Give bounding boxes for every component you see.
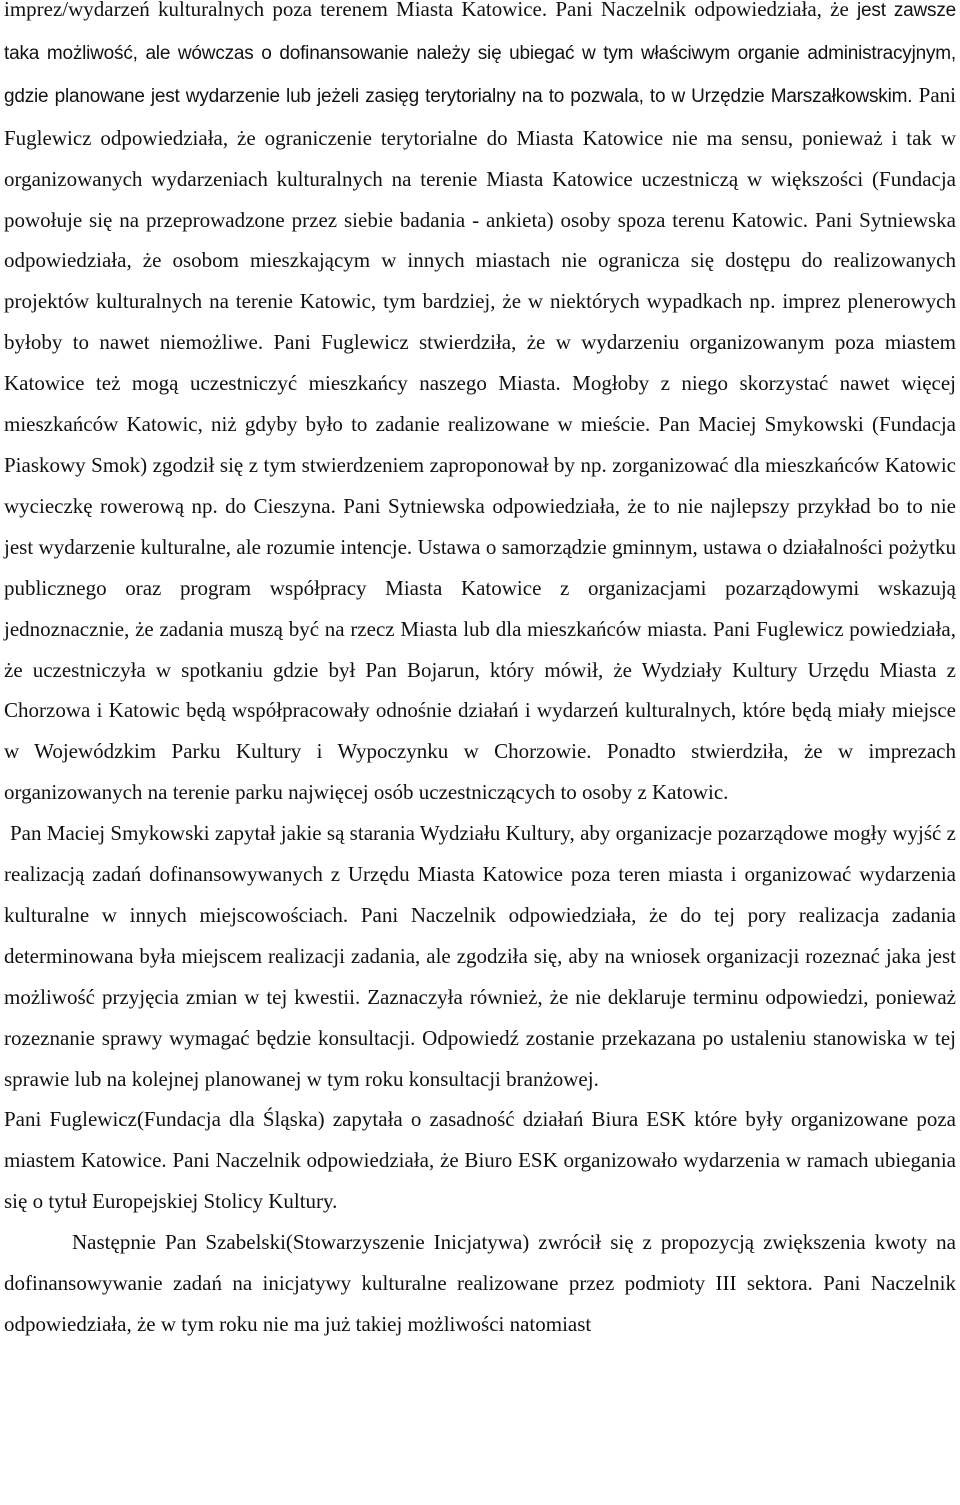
paragraph-1-text-c: Pani Fuglewicz odpowiedziała, że ograniczenie terytorialne do Miasta Katowice nie ma sensu, ponieważ i tak w organizowanych wydarzeniach kulturalnych na terenie Miasta Katowice uczestniczą w większości (Fundacja powołuje się na przeprowadzone przez siebie badania - ankieta) osoby spoza terenu Katowic. Pani Sytniewska odpowiedziała, że osobom mieszkającym w innych miastach nie ogranicza się dostępu do realizowanych projektów kulturalnych na terenie Katowic, tym bardziej, że w niektórych wypadkach np. imprez plenerowych byłoby to nawet niemożliwe. Pani Fuglewicz stwierdziła, że w wydarzeniu organizowanym poza miastem Katowice też mogą uczestniczyć mieszkańcy naszego Miasta. Mogłoby z niego skorzystać nawet więcej mieszkańców Katowic, niż gdyby było to zadanie realizowane w mieście. Pan Maciej Smykowski (Fundacja Piaskowy Smok) zgodził się z tym stwierdzeniem zaproponował by np. zorganizować dla mieszkańców Katowic wycieczkę rowerową np. do Cieszyna. Pani Sytniewska odpowiedziała, że to nie najlepszy przykład bo to nie jest wydarzenie kulturalne, ale rozumie intencje. Ustawa o samorządzie gminnym, ustawa o działalności pożytku publicznego oraz program współpracy Miasta Katowice z organizacjami pozarządowymi wskazują jednoznacznie, że zadania muszą być na rzecz Miasta lub dla mieszkańców miasta. Pani Fuglewicz powiedziała, że uczestniczyła w spotkaniu gdzie był Pan Bojarun, który mówił, że Wydziały Kultury Urzędu Miasta z Chorzowa i Katowic będą współpracowały odnośnie działań i wydarzeń kulturalnych, które będą miały miejsce w Wojewódzkim Parku Kultury i Wypoczynku w Chorzowie. Ponadto stwierdziła, że w imprezach organizowanych na terenie parku najwięcej osób uczestniczących to osoby z Katowic. [4,82,956,805]
paragraph-2-text: Pan Maciej Smykowski zapytał jakie są starania Wydziału Kultury, aby organizacje pozarządowe mogły wyjść z realizacją zadań dofinansowywanych z Urzędu Miasta Katowice poza teren miasta i organizować wydarzenia kulturalne w innych miejscowościach. Pani Naczelnik odpowiedziała, że do tej pory realizacja zadania determinowana była miejscem realizacji zadania, ale zgodziła się, aby na wniosek organizacji rozeznać jaka jest możliwość przyjęcia zmian w tej kwestii. Zaznaczyła również, że nie deklaruje terminu odpowiedzi, ponieważ rozeznanie sprawy wymagać będzie konsultacji. Odpowiedź zostanie przekazana po ustaleniu stanowiska w tej sprawie lub na kolejnej planowanej w tym roku konsultacji branżowej. [4,821,956,1091]
paragraph-1-text-a: imprez/wydarzeń kulturalnych poza terenem Miasta Katowice. Pani Naczelnik odpowiedziała, że [4,0,858,21]
paragraph-1 [4,0,956,813]
paragraph-1-text-b: jest zawsze taka możliwość, ale wówczas o dofinansowanie należy się ubiegać w tym właściwym organie administracyjnym, gdzie planowane jest wydarzenie lub jeżeli zasięg terytorialny na to pozwala, to w Urzędzie Marszałkowskim. [4,0,956,107]
paragraph-4-text: Następnie Pan Szabelski(Stowarzyszenie Inicjatywa) zwrócił się z propozycją zwiększenia kwoty na dofinansowywanie zadań na inicjatywy kulturalne realizowane przez podmioty III sektora. Pani Naczelnik odpowiedziała, że w tym roku nie ma już takiej możliwości natomiast [4,1230,956,1336]
paragraph-3-text: Pani Fuglewicz(Fundacja dla Śląska) zapytała o zasadność działań Biura ESK które były organizowane poza miastem Katowice. Pani Naczelnik odpowiedziała, że Biuro ESK organizowało wydarzenia w ramach ubiegania się o tytuł Europejskiej Stolicy Kultury. [4,1107,956,1214]
paragraph-3 [4,1099,956,1222]
paragraph-2 [4,813,956,1099]
document-page [4,0,956,1345]
paragraph-4 [4,1222,956,1345]
